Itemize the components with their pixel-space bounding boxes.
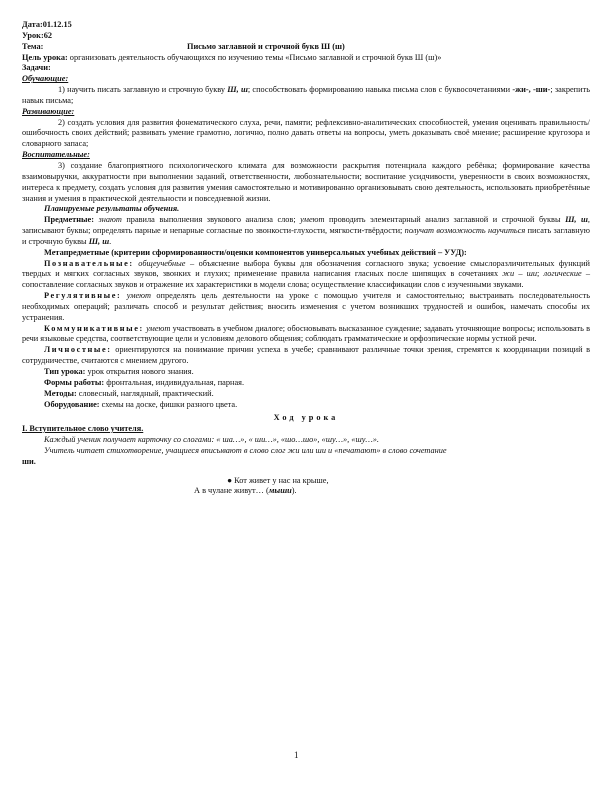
cognitive-text-2: ; [537, 269, 544, 279]
work-forms-label: Формы работы: [44, 377, 105, 387]
lesson-type [22, 367, 590, 378]
teacher-reads-tail: ши. [22, 456, 36, 466]
tasks-heading: Задачи: [22, 63, 51, 73]
cognitive-syllables: жи – ши [502, 269, 538, 279]
methods-value: словесный, наглядный, практический. [76, 388, 214, 398]
upbringing-tasks-label: Воспитательные: [22, 150, 90, 160]
teacher-reads-text: Учитель читает стихотворение, учащиеся вписывают в слово слог [44, 445, 288, 455]
teacher-reads-syllables: жи или ши [287, 445, 326, 455]
communicative-label: Коммуникативные: [44, 323, 144, 333]
edu-letters: Ш, ш [227, 85, 248, 95]
cognitive-logical: логические [543, 269, 582, 279]
poem-line-2 [22, 486, 590, 497]
page-number: 1 [294, 750, 299, 760]
edu-text-3: ; закрепить навык письма; [22, 85, 590, 105]
teacher-reads-end: и «печатают» в слово сочетание [325, 445, 447, 455]
teacher-reads [22, 446, 590, 457]
work-forms-value: фронтальная, индивидуальная, парная. [104, 377, 245, 387]
methods-label: Методы: [44, 388, 77, 398]
subject-know: знают [98, 215, 122, 225]
lesson-number: Урок:62 [22, 30, 53, 40]
topic-title: Письмо заглавной и строчной букв Ш (ш) [187, 41, 345, 51]
goal-text: организовать деятельность обучающихся по изучению темы «Письмо заглавной и строчной букв Ш (ш)» [67, 52, 442, 62]
subject-able: умеют [300, 215, 325, 225]
subject-letters-2: Ш, ш [88, 236, 110, 246]
cognitive-results [22, 259, 590, 292]
subject-text-4: писать заглавную и строчную буквы [22, 226, 590, 246]
lesson-goal [22, 53, 590, 64]
edu-text-2: ; способствовать формированию навыка письма слов с буквосочетаниями [247, 85, 513, 95]
poem-line-1: ● Кот живет у нас на крыше, [227, 475, 329, 485]
subject-letters: Ш, ш [565, 215, 588, 225]
poem-line-2-a: А в чулане живут… ( [194, 486, 269, 496]
equipment-value: схемы на доске, фишки разного цвета. [99, 399, 238, 409]
work-forms [22, 378, 590, 389]
poem-answer: мыши [268, 486, 292, 496]
subject-text-2: проводить элементарный анализ заглавной и строчной буквы [324, 215, 566, 225]
lesson-date: Дата:01.12.15 [22, 20, 72, 29]
lesson-course-heading: Ход урока [273, 413, 339, 423]
lesson-type-label: Тип урока: [44, 367, 86, 376]
meta-results-heading: Метапредметные (критерии сформированности/оценки компонентов универсальных учебных действий – УУД): [44, 247, 467, 257]
equipment [22, 400, 590, 411]
subject-text-5: . [109, 236, 112, 246]
cards-instruction: Каждый ученик получает карточку со слогами: « ша…», « ши…», «шо…шо», «шу…», «шу…». [44, 435, 380, 445]
personal-text: ориентируются на понимание причин успеха в учебе; сравнивают различные точки зрения, стремятся к координации позиций в сотрудничестве, считаются с мнением другого. [22, 345, 590, 366]
subject-text-3: , записывают буквы; определять парные и непарные согласные по звонкости-глухости, мягкости-твёрдости; [22, 215, 590, 236]
regulatory-able: умеют [126, 291, 152, 301]
educational-tasks-label: Обучающие: [22, 74, 69, 84]
subject-text-1: правила выполнения звукового анализа слов; [121, 215, 301, 225]
developing-tasks-text: 2) создать условия для развития фонематического слуха, речи, памяти; рефлексивно-аналитических способностей, умения оценивать правильность/ошибочность своих действий; развивать умение грамотно, логично, полно давать ответы на вопросы, уметь доказывать своё мнение; расширение кругозора и словарного запаса; [22, 117, 590, 149]
regulatory-text: определять цель деятельности на уроке с помощью учителя и самостоятельно; выстраивать последовательность необходимых операций; различать способ и результат действия; вносить изменения с учетом возникших трудностей и ошибок, намечать способы их устранения. [22, 291, 590, 322]
methods [22, 389, 590, 400]
goal-label: Цель урока: [22, 52, 68, 62]
cognitive-text-1: – объяснение выбора буквы для обозначения согласного звука; усвоение смыслоразличительных функций твердых и мягких согласных звуков, звонких и глухих; применение правила написания гласных после шипящих в сочетаниях [22, 258, 590, 279]
cognitive-label: Познавательные: [44, 258, 134, 268]
topic-row [22, 42, 590, 53]
regulatory-label: Регулятивные: [44, 291, 122, 301]
regulatory-results [22, 291, 590, 324]
communicative-text: участвовать в учебном диалоге; обосновывать высказанное суждение; задавать уточняющие вопросы; использовать в речи языковые средства, соответствующие цели и условиям делового общения; соблюдать грамматические и орфоэпические нормы устной речи. [22, 323, 591, 344]
subject-results [22, 215, 590, 248]
personal-label: Личностные: [44, 345, 112, 355]
communicative-able: умеют [146, 323, 171, 333]
edu-syllables: -жи-, -ши- [512, 85, 551, 95]
educational-tasks-text [22, 85, 590, 107]
communicative-results [22, 324, 590, 346]
lesson-type-value: урок открытия нового знания. [85, 367, 194, 376]
upbringing-tasks-text: 3) создание благоприятного психологического климата для возможности раскрытия потенциала каждого ребёнка; формирование качества взаимовыручки, аккуратности при выполнении заданий, ответственности, любознательности; воспитание усидчивости, уверенности в своих возможностях, интереса к предмету, создать условия для развития умения самостоятельно и мотивированно организовывать свою деятельность, использовать приобретённые знания и умения в практической деятельности и повседневной жизни. [22, 160, 590, 203]
stage-1-heading: I. Вступительное слово учителя. [22, 424, 144, 434]
topic-label: Тема: [22, 41, 44, 51]
cognitive-text-3: – сопоставление согласных звуков и отражение их характеристики в модели слова; осуществление классификации слов с изученными звуками. [22, 269, 590, 290]
cognitive-general: общеучебные [138, 258, 186, 268]
poem-line-2-c: ). [291, 486, 297, 496]
planned-results-heading: Планируемые результаты обучения. [44, 204, 180, 214]
equipment-label: Оборудование: [44, 399, 100, 409]
developing-tasks-label: Развивающие: [22, 106, 75, 116]
subject-label: Предметные: [44, 215, 94, 225]
personal-results [22, 345, 590, 367]
edu-text-1: 1) научить писать заглавную и строчную букву [58, 85, 228, 95]
subject-chance: получат возможность научиться [404, 226, 526, 236]
